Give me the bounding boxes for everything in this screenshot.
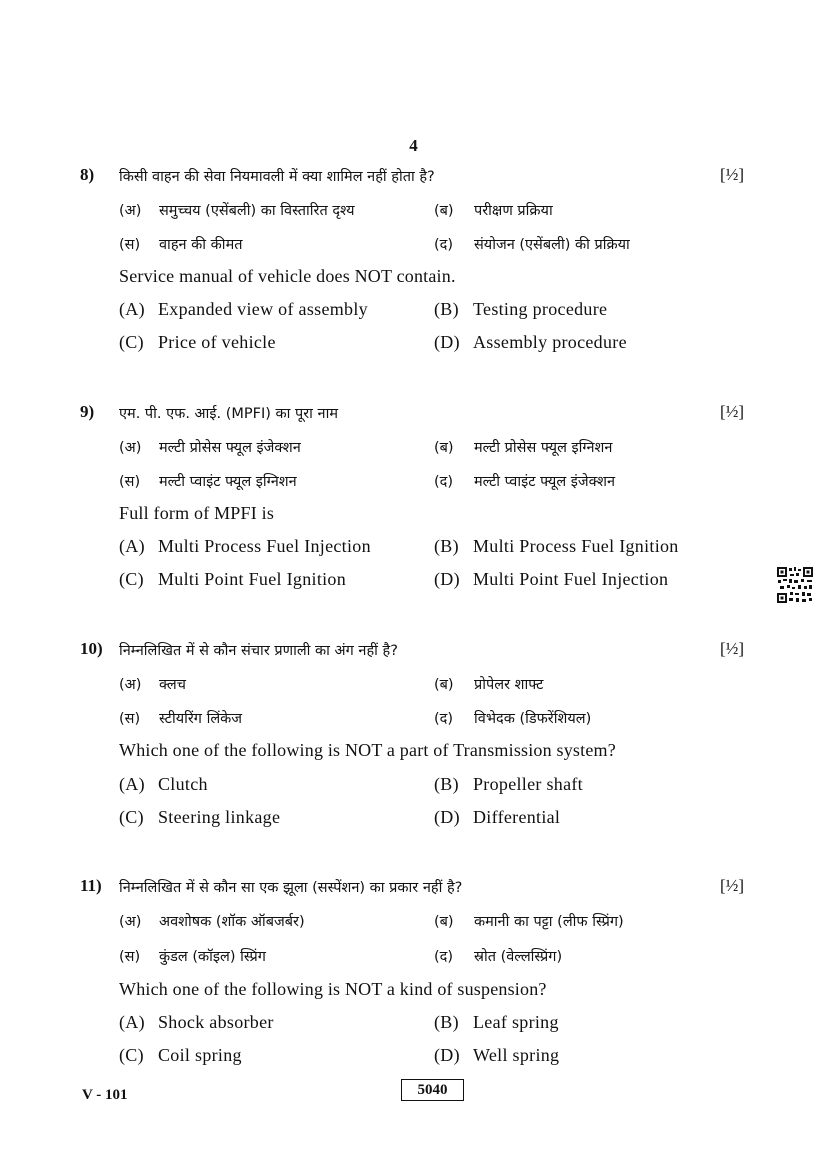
hindi-options-row-2 [0, 708, 827, 734]
english-options-row-1 [0, 299, 827, 325]
question-number: 8) [80, 165, 95, 184]
question-number: 11) [80, 876, 102, 895]
option-d-english: (D) Differential [434, 807, 561, 827]
option-b-hindi: (ब) प्रोपेलर शाफ्ट [434, 677, 544, 693]
question-header [0, 876, 827, 900]
question-number: 9) [80, 402, 95, 421]
hindi-options-row-1 [0, 437, 827, 463]
option-d-english: (D) Multi Point Fuel Injection [434, 569, 669, 589]
question-text-hindi: निम्नलिखित में से कौन संचार प्रणाली का अंग नहीं है? [119, 643, 398, 659]
question-header [0, 165, 827, 189]
question-marks: [½] [720, 876, 745, 895]
option-c-hindi: (स) वाहन की कीमत [119, 237, 243, 253]
option-b-english: (B) Testing procedure [434, 299, 608, 319]
english-options-row-2 [0, 807, 827, 833]
question-number: 10) [80, 639, 103, 658]
option-d-english: (D) Well spring [434, 1045, 560, 1065]
option-a-hindi: (अ) क्लच [119, 677, 186, 693]
option-b-hindi: (ब) परीक्षण प्रक्रिया [434, 203, 553, 219]
question-header [0, 639, 827, 663]
option-d-hindi: (द) संयोजन (एसेंबली) की प्रक्रिया [434, 237, 630, 253]
question-text-english: Which one of the following is NOT a part of Transmission system? [119, 740, 616, 760]
hindi-options-row-1 [0, 674, 827, 700]
page-serial-box: 5040 [401, 1079, 464, 1101]
qr-code-icon [776, 566, 814, 604]
option-c-hindi: (स) कुंडल (कॉइल) स्प्रिंग [119, 949, 266, 965]
option-c-english: (C) Multi Point Fuel Ignition [119, 569, 347, 589]
english-options-row-1 [0, 536, 827, 562]
option-b-english: (B) Leaf spring [434, 1012, 559, 1032]
option-c-english: (C) Price of vehicle [119, 332, 276, 352]
option-b-hindi: (ब) मल्टी प्रोसेस फ्यूल इग्निशन [434, 440, 613, 456]
option-d-hindi: (द) स्रोत (वेल्लस्प्रिंग) [434, 949, 563, 965]
page-number: 4 [409, 136, 418, 155]
option-d-hindi: (द) विभेदक (डिफरेंशियल) [434, 711, 592, 727]
option-b-english: (B) Propeller shaft [434, 774, 583, 794]
option-a-english: (A) Multi Process Fuel Injection [119, 536, 371, 556]
question-marks: [½] [720, 639, 745, 658]
question-marks: [½] [720, 165, 745, 184]
option-a-hindi: (अ) मल्टी प्रोसेस फ्यूल इंजेक्शन [119, 440, 301, 456]
english-options-row-1 [0, 774, 827, 800]
option-c-english: (C) Coil spring [119, 1045, 242, 1065]
english-options-row-2 [0, 1045, 827, 1071]
option-a-hindi: (अ) समुच्चय (एसेंबली) का विस्तारित दृश्य [119, 203, 355, 219]
question-text-hindi: किसी वाहन की सेवा नियमावली में क्या शामिल नहीं होता है? [119, 169, 435, 185]
option-c-hindi: (स) मल्टी प्वाइंट फ्यूल इग्निशन [119, 474, 297, 490]
english-options-row-2 [0, 569, 827, 595]
hindi-options-row-2 [0, 234, 827, 260]
question-text-hindi: निम्नलिखित में से कौन सा एक झूला (सस्पेंशन) का प्रकार नहीं है? [119, 880, 463, 896]
hindi-options-row-2 [0, 471, 827, 497]
option-b-english: (B) Multi Process Fuel Ignition [434, 536, 679, 556]
paper-code: V - 101 [82, 1087, 128, 1103]
question-text-english: Full form of MPFI is [119, 503, 275, 523]
option-d-english: (D) Assembly procedure [434, 332, 627, 352]
option-c-hindi: (स) स्टीयरिंग लिंकेज [119, 711, 243, 727]
option-a-english: (A) Shock absorber [119, 1012, 274, 1032]
option-c-english: (C) Steering linkage [119, 807, 281, 827]
english-options-row-2 [0, 332, 827, 358]
question-header [0, 402, 827, 426]
hindi-options-row-1 [0, 911, 827, 937]
option-d-hindi: (द) मल्टी प्वाइंट फ्यूल इंजेक्शन [434, 474, 616, 490]
option-a-hindi: (अ) अवशोषक (शॉक ऑबजर्बर) [119, 914, 305, 930]
hindi-options-row-1 [0, 200, 827, 226]
option-b-hindi: (ब) कमानी का पट्टा (लीफ स्प्रिंग) [434, 914, 624, 930]
hindi-options-row-2 [0, 946, 827, 972]
question-marks: [½] [720, 402, 745, 421]
option-a-english: (A) Expanded view of assembly [119, 299, 368, 319]
question-text-english: Service manual of vehicle does NOT contain. [119, 266, 456, 286]
question-text-english: Which one of the following is NOT a kind of suspension? [119, 979, 547, 999]
english-options-row-1 [0, 1012, 827, 1038]
option-a-english: (A) Clutch [119, 774, 208, 794]
question-text-hindi: एम. पी. एफ. आई. (MPFI) का पूरा नाम [119, 406, 338, 422]
